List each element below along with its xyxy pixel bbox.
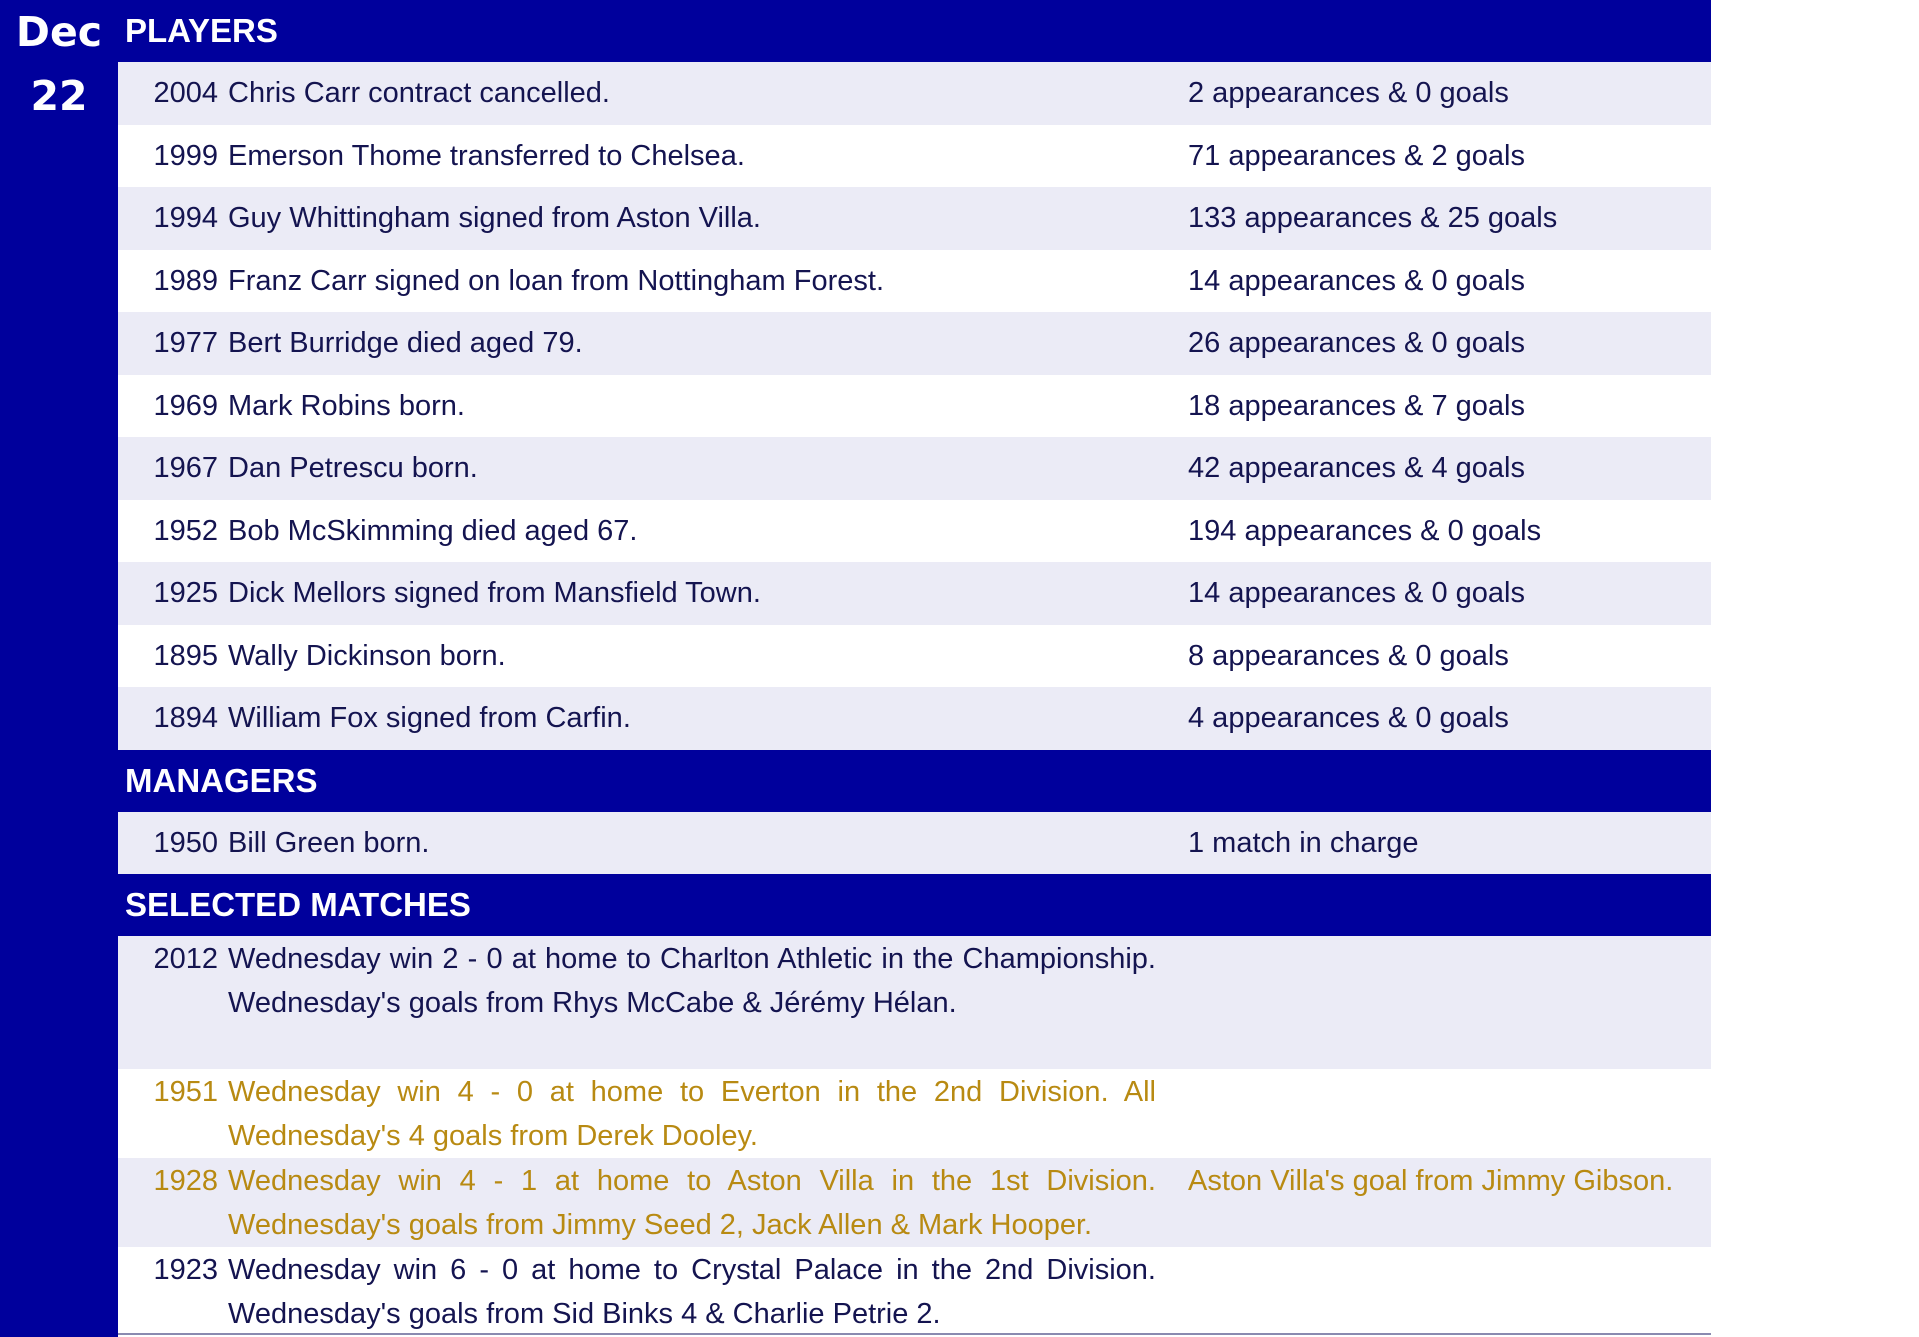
- managers-header: MANAGERS: [118, 750, 1711, 812]
- row-year: 1977: [153, 327, 218, 360]
- player-row: [118, 62, 1711, 125]
- row-year: 1925: [153, 577, 218, 610]
- date-month: Dec: [15, 8, 103, 56]
- row-year: 2012: [153, 943, 218, 975]
- player-row: [118, 500, 1711, 563]
- row-text: Franz Carr signed on loan from Nottingham Forest.: [228, 264, 884, 297]
- matches-header: SELECTED MATCHES: [118, 874, 1711, 936]
- content-area: [118, 0, 1711, 1336]
- row-year: 1950: [153, 826, 218, 859]
- row-year: 1923: [153, 1254, 218, 1286]
- player-row: [118, 437, 1711, 500]
- date-column: [0, 0, 118, 1337]
- row-year: 1999: [153, 139, 218, 172]
- row-year: 1994: [153, 202, 218, 235]
- row-stat: 14 appearances & 0 goals: [1188, 264, 1525, 297]
- row-stat: 42 appearances & 4 goals: [1188, 452, 1525, 485]
- row-text: Bob McSkimming died aged 67.: [228, 514, 638, 547]
- row-stat: 2 appearances & 0 goals: [1188, 77, 1509, 110]
- player-row: [118, 250, 1711, 313]
- player-row: [118, 375, 1711, 438]
- row-stat: 8 appearances & 0 goals: [1188, 639, 1509, 672]
- row-text: William Fox signed from Carfin.: [228, 702, 631, 735]
- row-text: Wednesday win 6 - 0 at home to Crystal Palace in the 2nd Division. Wednesday's goals from Sid Binks 4 & Charlie Petrie 2.: [228, 1254, 1156, 1330]
- row-text: Guy Whittingham signed from Aston Villa.: [228, 202, 761, 235]
- row-text: Chris Carr contract cancelled.: [228, 77, 610, 110]
- player-row: [118, 312, 1711, 375]
- row-year: 1951: [153, 1076, 218, 1108]
- row-year: 1989: [153, 264, 218, 297]
- player-row: [118, 625, 1711, 688]
- row-stat: 26 appearances & 0 goals: [1188, 327, 1525, 360]
- player-row: [118, 562, 1711, 625]
- row-text: Wally Dickinson born.: [228, 639, 506, 672]
- row-text: Wednesday win 4 - 1 at home to Aston Villa in the 1st Division. Wednesday's goals from Jimmy Seed 2, Jack Allen & Mark Hooper.: [228, 1165, 1156, 1241]
- row-stat: 133 appearances & 25 goals: [1188, 202, 1558, 235]
- row-stat: 4 appearances & 0 goals: [1188, 702, 1509, 735]
- row-year: 1967: [153, 452, 218, 485]
- row-text: Dick Mellors signed from Mansfield Town.: [228, 577, 761, 610]
- row-stat: [1156, 1247, 1711, 1336]
- player-row: [118, 187, 1711, 250]
- row-year: 1895: [153, 639, 218, 672]
- row-year: 1952: [153, 514, 218, 547]
- row-text: Emerson Thome transferred to Chelsea.: [228, 139, 745, 172]
- row-year: 2004: [153, 77, 218, 110]
- row-text: Wednesday win 4 - 0 at home to Everton in the 2nd Division. All Wednesday's 4 goals from Derek Dooley.: [228, 1076, 1156, 1152]
- row-stat: 14 appearances & 0 goals: [1188, 577, 1525, 610]
- date-day: 22: [30, 72, 88, 120]
- match-row: [118, 1247, 1711, 1336]
- row-year: 1894: [153, 702, 218, 735]
- row-stat: Aston Villa's goal from Jimmy Gibson.: [1188, 1165, 1674, 1197]
- player-row: [118, 687, 1711, 750]
- players-header: PLAYERS: [118, 0, 1711, 62]
- row-stat: 1 match in charge: [1188, 826, 1419, 859]
- match-row: [118, 1069, 1711, 1158]
- bottom-divider: [118, 1333, 1711, 1335]
- row-text: Wednesday win 2 - 0 at home to Charlton Athletic in the Championship. Wednesday's goals from Rhys McCabe & Jérémy Hélan.: [228, 943, 1156, 1019]
- row-text: Bill Green born.: [228, 826, 430, 859]
- row-stat: 194 appearances & 0 goals: [1188, 514, 1542, 547]
- row-year: 1928: [153, 1165, 218, 1197]
- row-text: Mark Robins born.: [228, 389, 465, 422]
- row-stat: [1156, 1069, 1711, 1158]
- row-stat: 18 appearances & 7 goals: [1188, 389, 1525, 422]
- row-stat: [1156, 936, 1711, 1069]
- match-row: [118, 1158, 1711, 1247]
- player-row: [118, 125, 1711, 188]
- row-text: Bert Burridge died aged 79.: [228, 327, 583, 360]
- row-stat: 71 appearances & 2 goals: [1188, 139, 1525, 172]
- row-year: 1969: [153, 389, 218, 422]
- match-row: [118, 936, 1711, 1069]
- manager-row: [118, 812, 1711, 875]
- row-text: Dan Petrescu born.: [228, 452, 478, 485]
